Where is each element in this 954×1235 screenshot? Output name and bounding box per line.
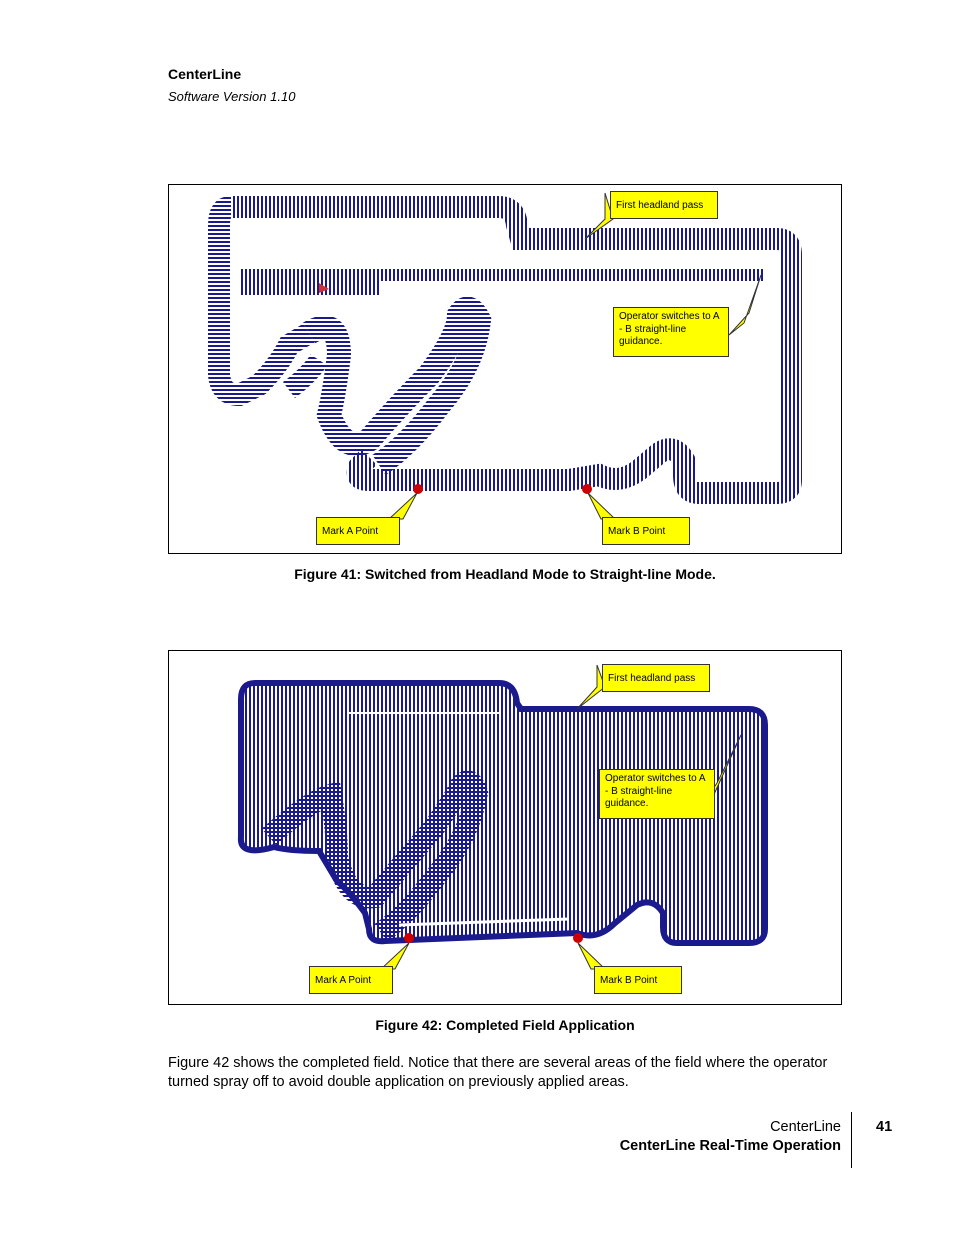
curved-pass-swath [309,309,479,465]
callout-operator-switch-2: Operator switches to A - B straight-line guidance. [599,769,715,819]
callout-operator-switch: Operator switches to A - B straight-line guidance. [613,307,729,357]
callout-first-headland: First headland pass [610,191,718,219]
callout-mark-a: Mark A Point [316,517,400,545]
curved-pass-swath-2 [289,360,319,390]
footer-divider [851,1112,852,1168]
mark-b-marker [582,484,592,494]
callout-pointer-headland-2 [577,665,605,709]
callout-mark-b-2: Mark B Point [594,966,682,994]
figure-42-caption: Figure 42: Completed Field Application [375,1017,635,1033]
top-inner-pass [381,269,765,281]
figure-41-field-map [169,185,843,555]
body-paragraph: Figure 42 shows the completed field. Notice that there are several areas of the field where the operator turned spray off to avoid double application on previously applied areas. [168,1055,828,1090]
figure-42-field-map [169,651,843,1006]
callout-pointer-mark-b [588,493,615,519]
figure-41 [168,184,842,554]
footer-product: CenterLine [770,1119,841,1135]
figure-41-caption: Figure 41: Switched from Headland Mode to Straight-line Mode. [294,566,716,582]
header-title: CenterLine [168,66,242,82]
mark-b-marker-2 [573,933,583,943]
footer-section: CenterLine Real-Time Operation [619,1138,841,1154]
callout-mark-a-2: Mark A Point [309,966,393,994]
header-subtitle: Software Version 1.10 [168,89,296,104]
callout-mark-b: Mark B Point [602,517,690,545]
page-number: 41 [876,1119,893,1135]
left-headland-swath [219,207,309,395]
callout-first-headland-2: First headland pass [602,664,710,692]
callout-pointer-switch [729,275,761,335]
callout-pointer-mark-a [389,493,417,519]
first-straight-pass [241,269,381,295]
mark-a-marker-2 [404,933,414,943]
mark-a-marker [413,484,423,494]
figure-42 [168,650,842,1005]
